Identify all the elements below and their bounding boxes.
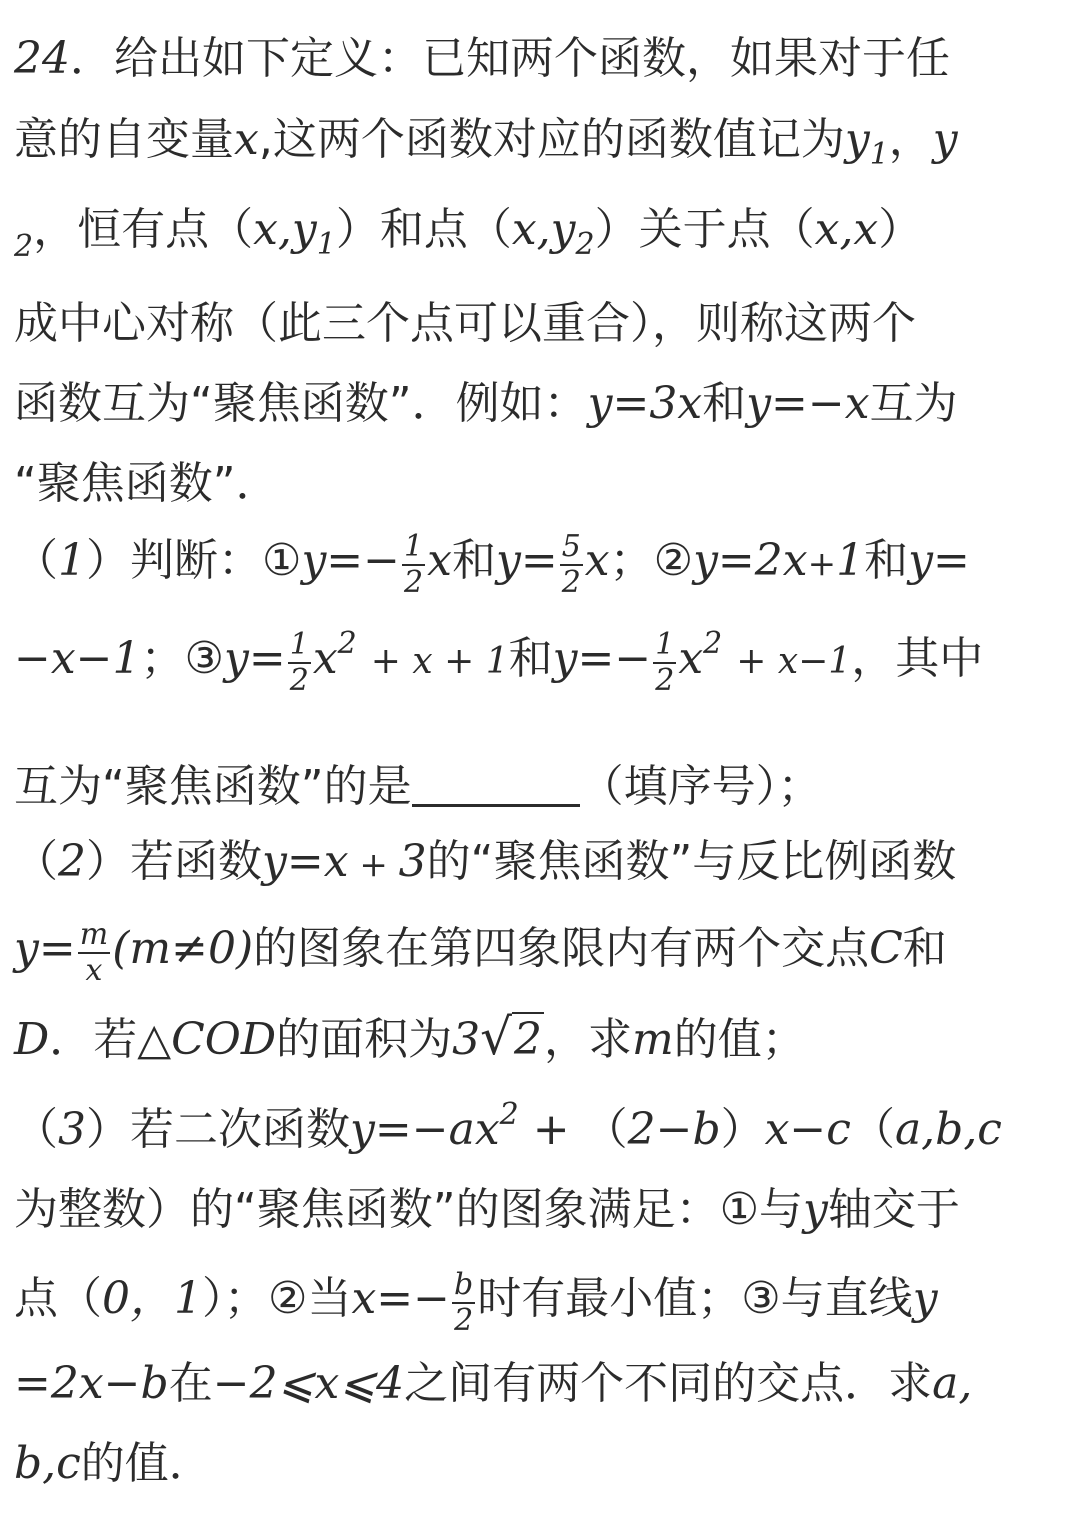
part3-line-4	[14, 1358, 973, 1409]
text: 意的自变量	[14, 114, 234, 165]
problem-number: 24	[14, 33, 70, 84]
part1-line-1	[14, 529, 970, 600]
math: x,y	[511, 204, 576, 255]
text: ）判断：①	[86, 535, 302, 586]
math: y=2x	[693, 535, 808, 586]
text: 的值．	[80, 1438, 213, 1489]
fraction	[452, 1267, 475, 1338]
part-number: 1	[58, 535, 86, 586]
text: ．给出如下定义：已知两个函数，如果对于任	[70, 33, 950, 84]
part3-line-2	[14, 1184, 960, 1235]
part2-line-2	[14, 917, 947, 988]
problem-line-6	[14, 458, 280, 509]
math: x−c	[764, 1104, 851, 1155]
math: y=	[495, 535, 558, 586]
math: x	[427, 535, 452, 586]
text: + （	[518, 1104, 628, 1155]
superscript: 2	[499, 1097, 519, 1132]
part2-line-1	[14, 836, 957, 887]
text: 点（	[14, 1273, 102, 1324]
text: 的“聚焦函数”与反比例函数	[426, 836, 957, 887]
problem-line-5	[14, 378, 958, 429]
part3-line-3	[14, 1267, 938, 1338]
text: 和	[451, 535, 496, 586]
part-number: 3	[58, 1104, 86, 1155]
fraction	[288, 627, 311, 698]
text: ,这两个函数对应的函数值记为	[258, 114, 845, 165]
problem-line-3	[14, 204, 923, 264]
part-number: 2	[58, 836, 86, 887]
math: 1	[836, 535, 865, 586]
text: （	[850, 1104, 895, 1155]
text: 为整数）的“聚焦函数”的图象满足：①与	[14, 1184, 804, 1235]
text: 的值；	[673, 1014, 806, 1065]
text: ，恒有点（	[33, 204, 254, 255]
math: C	[869, 923, 903, 974]
math: x=−	[351, 1273, 451, 1324]
sqrt	[480, 1008, 544, 1066]
text: 互为	[869, 378, 958, 429]
math: −x−1	[14, 633, 141, 684]
text: ；③	[140, 633, 224, 684]
math: y=x	[262, 836, 349, 887]
math: 2−b	[627, 1104, 721, 1155]
math: 3	[398, 836, 427, 887]
subscript: 2	[575, 227, 595, 262]
math: −2⩽x⩽4	[212, 1358, 405, 1409]
superscript: 2	[337, 626, 357, 661]
math: b,c	[14, 1438, 81, 1489]
text: ）；②当	[202, 1273, 352, 1324]
radical-sign: √	[480, 1008, 513, 1066]
text: ）关于点（	[594, 204, 815, 255]
numerator: m	[79, 917, 109, 952]
math: x,y	[253, 204, 317, 255]
text: ，	[888, 114, 933, 165]
math: y	[912, 1273, 938, 1324]
text: （填序号）；	[579, 761, 822, 812]
radicand: 2	[514, 1014, 543, 1065]
math: y	[803, 1184, 828, 1235]
text: 函数互为“聚焦函数”．例如：	[14, 378, 588, 429]
math: x	[678, 633, 704, 684]
part3-line-5	[14, 1438, 213, 1489]
fraction	[78, 917, 110, 988]
numerator: 1	[404, 529, 424, 564]
text: 的面积为	[276, 1014, 453, 1065]
fraction	[653, 627, 676, 698]
denominator: 2	[561, 565, 581, 600]
math: D	[14, 1014, 50, 1065]
text: ，其中	[851, 633, 984, 684]
math: 3	[452, 1014, 481, 1065]
part1-line-3	[14, 760, 822, 812]
math: y=−ax	[350, 1104, 500, 1155]
numerator: b	[454, 1267, 474, 1302]
math: x	[584, 535, 610, 586]
math: y=−x	[746, 378, 870, 429]
math: a,	[932, 1358, 973, 1409]
text: ）	[720, 1104, 765, 1155]
denominator: 2	[404, 565, 424, 600]
text: ．若△	[49, 1014, 172, 1065]
math: x,x	[814, 204, 879, 255]
math: y	[844, 114, 870, 165]
text: ）	[878, 204, 923, 255]
text: ）若函数	[86, 836, 262, 887]
denominator: 2	[454, 1303, 474, 1338]
text: 时有最小值；③与直线	[477, 1273, 913, 1324]
text: 成中心对称（此三个点可以重合），则称这两个	[14, 298, 916, 349]
text: 和	[702, 378, 747, 429]
subscript: 1	[869, 137, 889, 172]
math: y=	[14, 923, 76, 974]
math: y=−	[552, 633, 652, 684]
answer-blank[interactable]	[412, 760, 580, 807]
text: （	[14, 836, 58, 887]
text: 轴交于	[827, 1184, 960, 1235]
math: y=−	[301, 535, 401, 586]
text: ，求	[544, 1014, 633, 1065]
problem-line-2	[14, 114, 958, 172]
part2-line-3	[14, 1008, 806, 1066]
subscript: 1	[316, 227, 336, 262]
math: + x + 1	[370, 641, 509, 682]
text: 互为“聚焦函数”的是	[14, 761, 412, 812]
text: 在	[168, 1358, 213, 1409]
text: 之间有两个不同的交点．求	[404, 1358, 933, 1409]
subscript: 2	[14, 229, 34, 264]
problem-line-1	[14, 33, 950, 84]
math: (m≠0)	[112, 923, 254, 974]
numerator: 1	[655, 627, 675, 662]
part1-line-2	[14, 626, 984, 698]
math: y=	[908, 535, 970, 586]
text: 和	[864, 535, 909, 586]
superscript: 2	[703, 626, 723, 661]
text: “聚焦函数”．	[14, 458, 280, 509]
text: ）和点（	[335, 204, 512, 255]
math: y	[932, 114, 958, 165]
text: 和	[902, 923, 947, 974]
denominator: 2	[289, 663, 309, 698]
math: y=3x	[587, 378, 703, 429]
text: （	[14, 1104, 58, 1155]
denominator: x	[85, 953, 103, 988]
math: 0，1	[102, 1273, 202, 1324]
text: ；②	[609, 535, 694, 586]
math: x	[312, 633, 338, 684]
text: 的图象在第四象限内有两个交点	[253, 923, 870, 974]
text: （	[14, 535, 58, 586]
math: y=	[224, 633, 286, 684]
fraction	[560, 529, 583, 600]
problem-line-4	[14, 298, 916, 349]
part3-line-1	[14, 1097, 1002, 1155]
fraction	[402, 529, 425, 600]
math: a,b,c	[894, 1104, 1002, 1155]
numerator: 1	[289, 627, 309, 662]
text: 和	[508, 633, 553, 684]
denominator: 2	[655, 663, 675, 698]
numerator: 5	[561, 529, 581, 564]
math: +	[348, 845, 399, 885]
text: ）若二次函数	[86, 1104, 350, 1155]
math: COD	[171, 1014, 277, 1065]
math: +	[807, 544, 837, 584]
math: m	[632, 1014, 674, 1065]
math: =2x−b	[14, 1358, 169, 1409]
math: + x−1	[736, 641, 852, 682]
math: x	[234, 114, 259, 165]
